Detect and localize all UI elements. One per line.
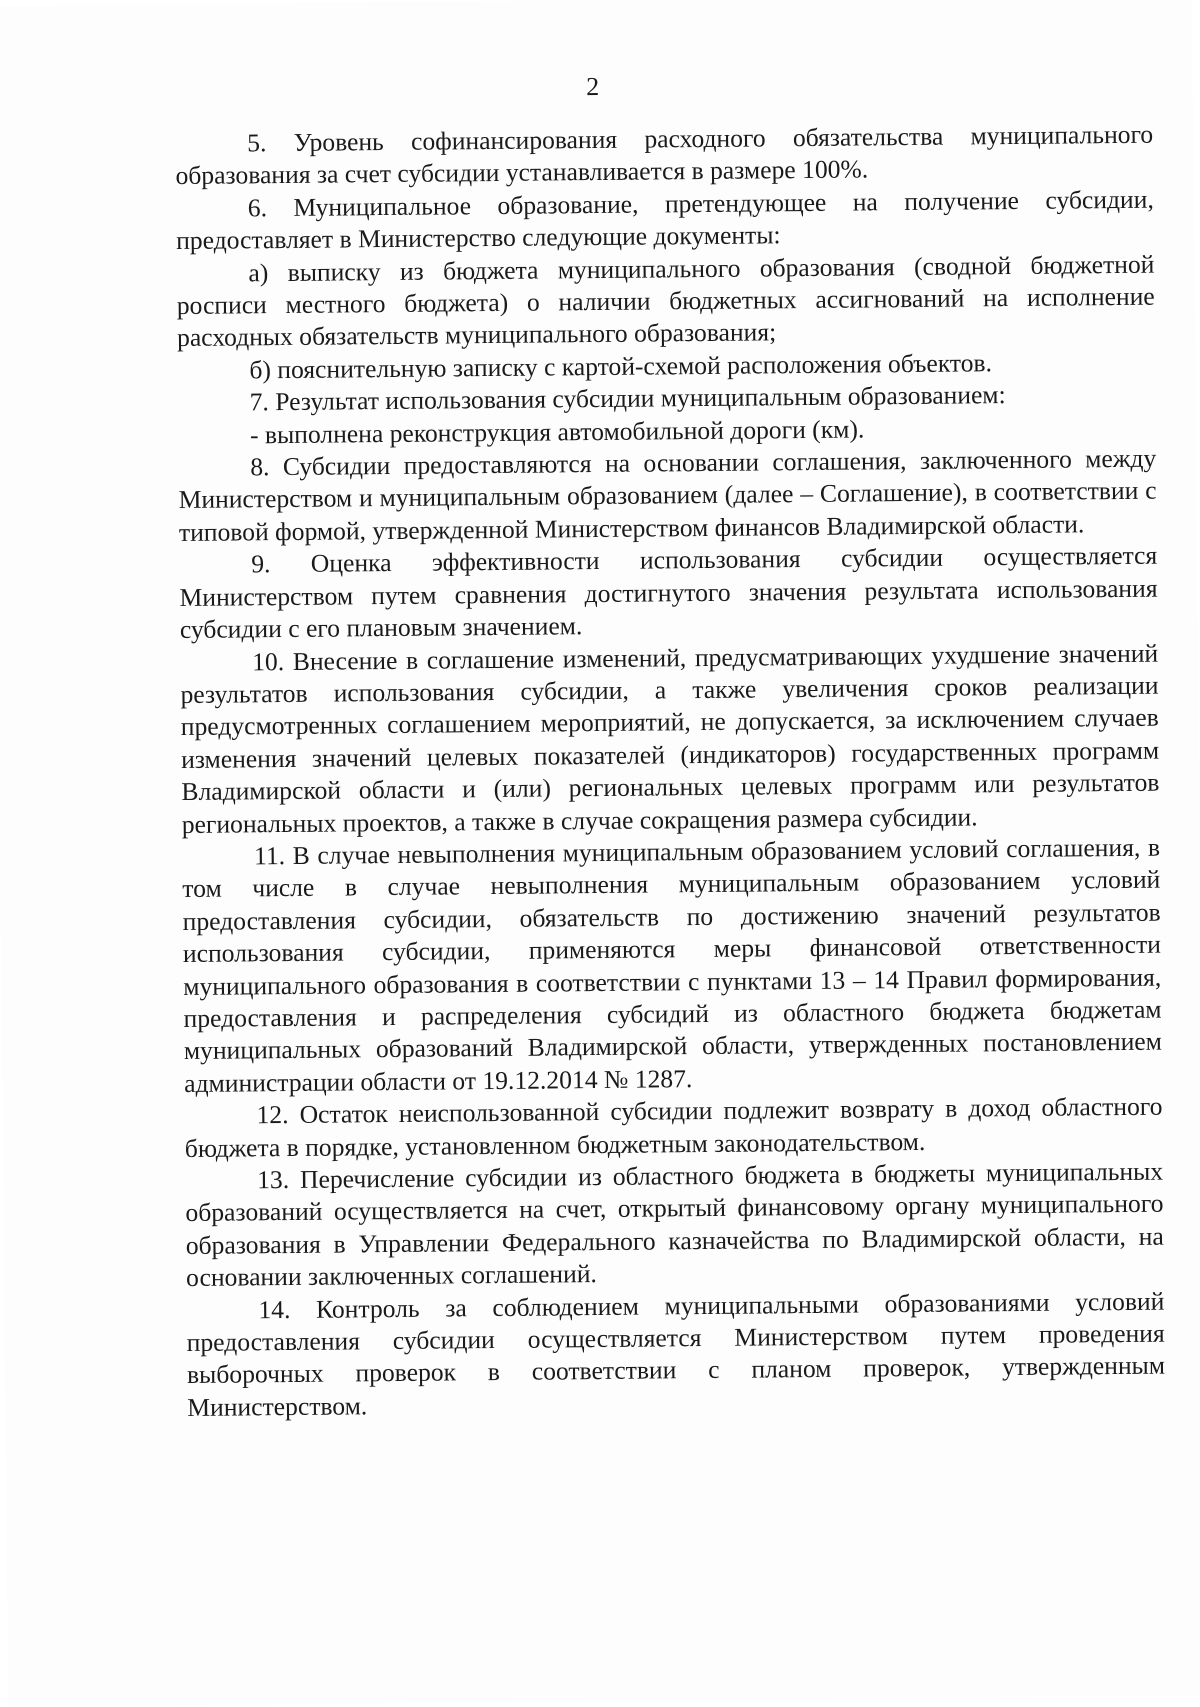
paragraph-9: 9. Оценка эффективности использования субсидии осуществляется Министерством путем сравнения достигнутого значения результата использования субсидии с его плановым значением. (179, 540, 1158, 645)
paragraph-13: 13. Перечисление субсидии из областного бюджета в бюджеты муниципальных образований осуществляется на счет, открытый финансовому органу муниципального образования в Управлении Федерального казначейства по Владимирской области, на основании заключенных соглашений. (185, 1156, 1164, 1293)
paragraph-6: 6. Муниципальное образование, претендующее на получение субсидии, предоставляет в Министерство следующие документы: (175, 184, 1154, 256)
paragraph-6b: б) пояснительную записку с картой-схемой расположения объектов. (249, 348, 993, 385)
paragraph-6a: а) выписку из бюджета муниципального образования (сводной бюджетной росписи местного бюджета) о наличии бюджетных ассигнований на исполнение расходных обязательств муниципального образования; (176, 249, 1155, 353)
paragraph-11: 11. В случае невыполнения муниципальным образованием условий соглашения, в том числе в случае невыполнения муниципальным образованием условий предоставления субсидии, обязательств по достижению значений результатов использования субсидии, применяются меры финансовой ответственности муниципального образования в соответствии с пунктами 13 – 14 Правил формирования, предоставления и распределения субсидий из областного бюджета бюджетам муниципальных образований Владимирской области, утвержденных постановлением администрации области от 19.12.2014 № 1287. (182, 832, 1163, 1098)
page-number: 2 (586, 71, 600, 102)
paragraph-8: 8. Субсидии предоставляются на основании соглашения, заключенного между Министерством и муниципальным образованием (далее – Соглашение), в соответствии с типовой формой, утвержденной Министерством финансов Владимирской области. (178, 443, 1157, 547)
paragraph-10: 10. Внесение в соглашение изменений, предусматривающих ухудшение значений результатов использования субсидии, а также увеличения сроков реализации предусмотренных соглашением мероприятий, не допускается, за исключением случаев изменения значений целевых показателей (индикаторов) государственных программ Владимирской области и (или) региональных целевых программ или результатов региональных проектов, а также в случае сокращения размера субсидии. (180, 638, 1160, 839)
paragraph-7: 7. Результат использования субсидии муниципальным образованием: (249, 380, 1006, 417)
paragraph-12: 12. Остаток неиспользованной субсидии подлежит возврату в доход областного бюджета в порядке, установленном бюджетным законодательством. (184, 1091, 1163, 1163)
document-body (175, 119, 1165, 1425)
paragraph-5: 5. Уровень софинансирования расходного обязательства муниципального образования за счет субсидии устанавливается в размере 100%. (175, 119, 1154, 191)
paragraph-14: 14. Контроль за соблюдением муниципальными образованиями условий предоставления субсидии осуществляется Министерством путем проведения выборочных проверок в соответствии с планом проверок, утвержденным Министерством. (186, 1286, 1166, 1422)
paragraph-7-item: - выполнена реконструкция автомобильной дороги (км). (249, 414, 865, 449)
